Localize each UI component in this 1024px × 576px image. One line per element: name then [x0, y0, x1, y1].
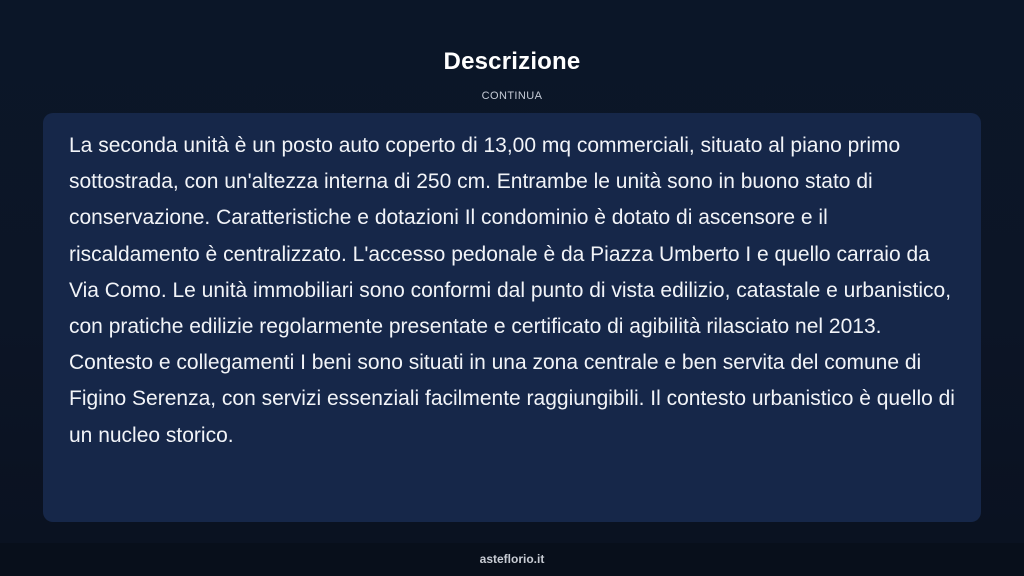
footer-site-label: asteflorio.it [479, 552, 545, 566]
description-text: La seconda unità è un posto auto coperto di 13,00 mq commerciali, situato al piano primo sottostrada, con un'altezza interna di 250 cm. Entrambe le unità sono in buono stato di conservazione. Caratteristiche e dotazioni Il condominio è dotato di ascensore e il riscaldamento è centralizzato. L'accesso pedonale è da Piazza Umberto I e quello carraio da Via Como. Le unità immobiliari sono conformi dal punto di vista edilizio, catastale e urbanistico, con pratiche edilizie regolarmente presentate e certificato di agibilità rilasciato nel 2013. Contesto e collegamenti I beni sono situati in una zona centrale e ben servita del comune di Figino Serenza, con servizi essenziali facilmente raggiungibili. Il contesto urbanistico è quello di un nucleo storico. [69, 134, 955, 447]
footer-bar [0, 543, 1024, 576]
description-card [43, 113, 981, 522]
continue-label: CONTINUA [481, 90, 543, 102]
page-title: Descrizione [443, 48, 581, 75]
